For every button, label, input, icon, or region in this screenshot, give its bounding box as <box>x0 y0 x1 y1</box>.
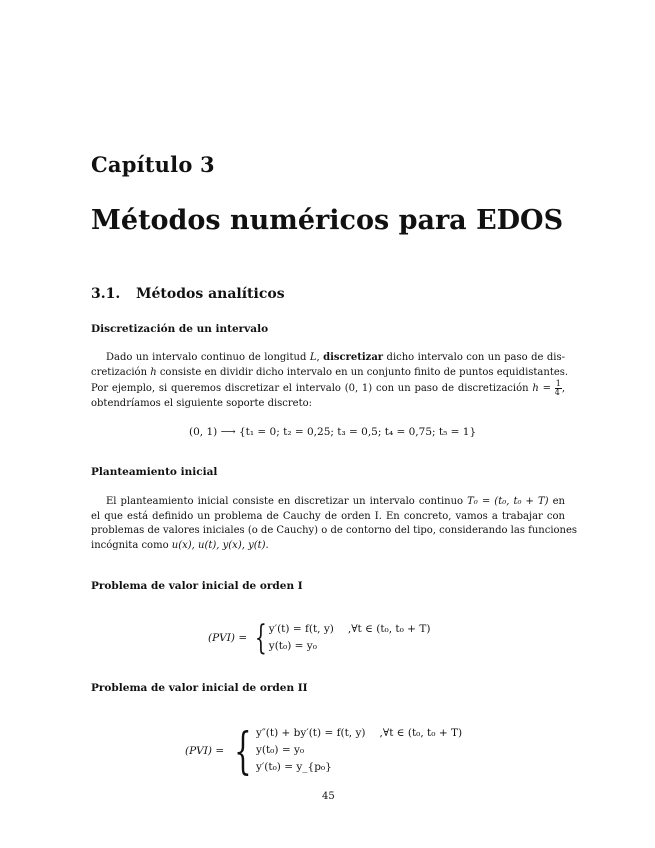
equation-system-pvi-2 <box>185 721 463 780</box>
section-number: 3.1. <box>91 286 121 302</box>
page-number: 45 <box>322 791 335 802</box>
system-row: y′(t) = f(t, y) ,∀t ∈ (t₀, t₀ + T) <box>268 623 431 635</box>
system-lhs: (PVI) = <box>185 744 225 757</box>
paragraph-planteamiento <box>91 495 578 553</box>
left-brace-icon: { <box>234 721 252 780</box>
system-row: y(t₀) = y₀ <box>255 744 305 756</box>
paragraph-line: Dado un intervalo continuo de longitud L, discretizar dicho intervalo con un paso de dis- <box>106 352 565 363</box>
paragraph-line: obtendríamos el siguiente soporte discreto: <box>91 398 313 409</box>
bold-term: discretizar <box>323 352 384 363</box>
paragraph-line: cretización h consiste en dividir dicho intervalo en un conjunto finito de puntos equidistantes. <box>91 366 569 378</box>
subsection-pvi-orden-1: Problema de valor inicial de orden I <box>91 580 303 592</box>
subsection-discretizacion: Discretización de un intervalo <box>91 323 269 335</box>
paragraph-line: problemas de valores iniciales (o de Cauchy) o de contorno del tipo, considerando las funciones <box>91 525 578 536</box>
subsection-planteamiento: Planteamiento inicial <box>91 466 218 478</box>
system-condition: ,∀t ∈ (t₀, t₀ + T) <box>347 623 431 635</box>
paragraph-line: el que está definido un problema de Cauchy de orden I. En concreto, vamos a trabajar con <box>91 510 565 522</box>
system-condition: ,∀t ∈ (t₀, t₀ + T) <box>379 727 463 739</box>
system-row: y′(t₀) = y_{p₀} <box>255 761 332 773</box>
system-rows <box>256 725 462 776</box>
system-rows <box>269 621 431 655</box>
left-brace-icon: { <box>254 618 267 658</box>
paragraph-discretizacion <box>91 351 569 412</box>
section-title: Métodos analíticos <box>136 286 285 302</box>
chapter-title: Métodos numéricos para EDOS <box>91 205 564 236</box>
equation-system-pvi-1 <box>208 618 431 658</box>
paragraph-line: El planteamiento inicial consiste en discretizar un intervalo continuo T₀ = (t₀, t₀ + T) en <box>106 496 565 507</box>
system-row: y″(t) + by′(t) = f(t, y) ,∀t ∈ (t₀, t₀ + T) <box>255 727 463 739</box>
equation-discretization: (0, 1) ⟶ {t₁ = 0; t₂ = 0,25; t₃ = 0,5; t₄ = 0,75; t₅ = 1} <box>189 426 477 438</box>
chapter-label: Capítulo 3 <box>91 152 215 177</box>
fraction: $\frac{1}{4}$ <box>554 379 561 397</box>
paragraph-line: incógnita como u(x), u(t), y(x), y(t). <box>91 539 269 551</box>
paragraph-line: Por ejemplo, si queremos discretizar el intervalo (0, 1) con un paso de discretización h = $\frac{1}{4}$ , <box>91 379 565 397</box>
subsection-pvi-orden-2: Problema de valor inicial de orden II <box>91 682 308 694</box>
system-row: y(t₀) = y₀ <box>268 640 317 652</box>
system-lhs: (PVI) = <box>208 632 248 644</box>
section-heading <box>91 286 285 302</box>
